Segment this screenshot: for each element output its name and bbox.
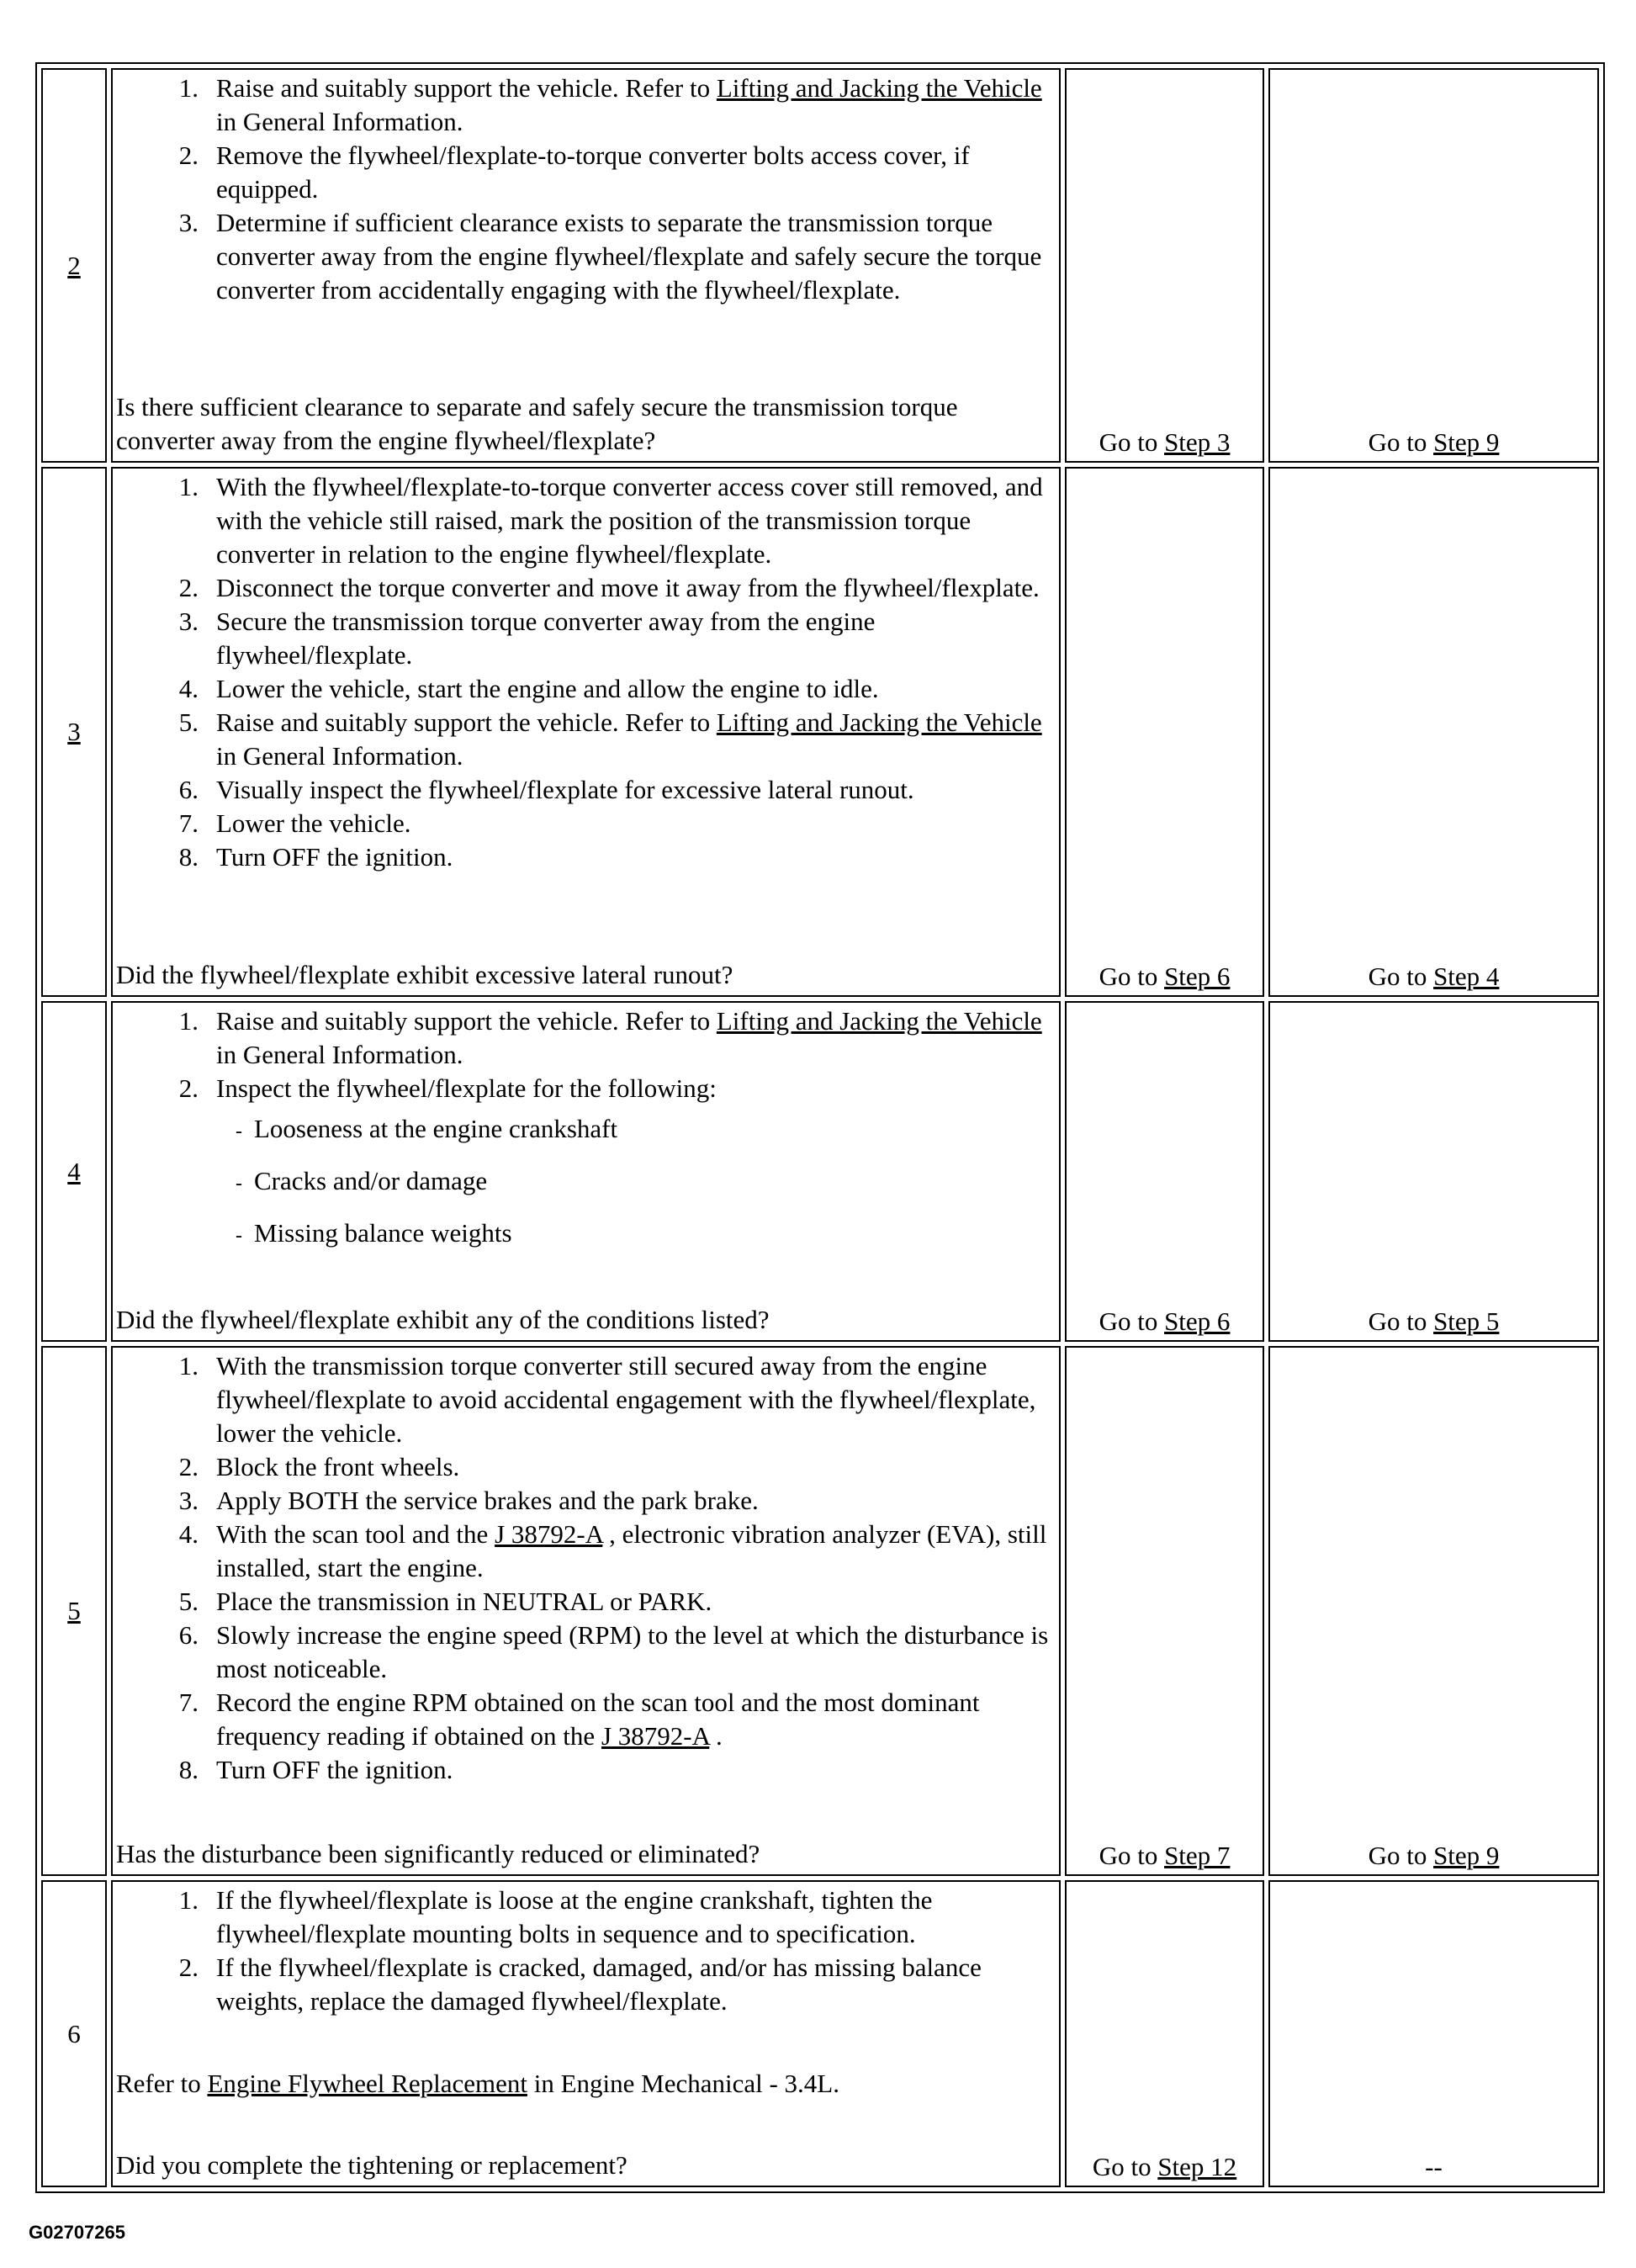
list-item: 4. Lower the vehicle, start the engine and allow the engine to idle.	[178, 674, 879, 703]
lifting-jacking-link[interactable]: Lifting and Jacking the Vehicle	[716, 73, 1042, 103]
list-item: 3. Determine if sufficient clearance exists to separate the transmission torque converter away from the engine flywheel/flexplate and safely secure the torque converter from accidentally engaging with the flywheel/flexplate.	[178, 208, 1042, 305]
action-cell	[111, 1001, 1061, 1342]
diagnostic-table	[35, 62, 1605, 2193]
action-list	[116, 72, 1056, 307]
list-item: - Looseness at the engine crankshaft	[236, 1114, 618, 1143]
table-row	[41, 68, 1599, 463]
step-cell	[41, 1880, 107, 2187]
list-item: 2. Disconnect the torque converter and move it away from the flywheel/flexplate.	[178, 573, 1040, 602]
list-item: 3. Apply BOTH the service brakes and the park brake.	[178, 1486, 759, 1515]
list-item: 2. Block the front wheels.	[178, 1452, 460, 1481]
yes-cell: Go to Step 7	[1065, 1346, 1264, 1876]
no-step-link[interactable]: Step 4	[1433, 962, 1500, 991]
condition-list	[116, 1112, 1056, 1253]
list-item: - Missing balance weights	[236, 1218, 512, 1248]
list-item: 5. Place the transmission in NEUTRAL or PARK.	[178, 1587, 712, 1616]
action-cell	[111, 1346, 1061, 1876]
tool-j38792a-link[interactable]: J 38792-A	[495, 1519, 603, 1549]
list-item: 5. Raise and suitably support the vehicle. Refer to Lifting and Jacking the Vehicle in General Information.	[178, 707, 1042, 771]
step-cell	[41, 1346, 107, 1876]
table-row	[41, 467, 1599, 997]
tool-j38792a-link[interactable]: J 38792-A	[601, 1721, 710, 1751]
engine-flywheel-replacement-link[interactable]: Engine Flywheel Replacement	[207, 2068, 527, 2098]
action-cell	[111, 1880, 1061, 2187]
action-list	[116, 1884, 1056, 2018]
list-item: 6. Slowly increase the engine speed (RPM) to the level at which the disturbance is most noticeable.	[178, 1620, 1049, 1683]
list-item: 1. Raise and suitably support the vehicle. Refer to Lifting and Jacking the Vehicle in General Information.	[178, 73, 1042, 136]
step-number-link[interactable]: 5	[67, 1596, 81, 1625]
no-cell: Go to Step 5	[1268, 1001, 1599, 1342]
no-cell: Go to Step 4	[1268, 467, 1599, 997]
action-cell	[111, 467, 1061, 997]
no-result-text: --	[1425, 2152, 1443, 2181]
list-item: 4. With the scan tool and the J 38792-A , electronic vibration analyzer (EVA), still installed, start the engine.	[178, 1519, 1047, 1582]
list-item: 8. Turn OFF the ignition.	[178, 1755, 453, 1784]
figure-code: G02707265	[29, 2222, 125, 2243]
question-text: Did the flywheel/flexplate exhibit any of the conditions listed?	[116, 1305, 770, 1334]
yes-cell: Go to Step 6	[1065, 1001, 1264, 1342]
no-cell: Go to Step 9	[1268, 1346, 1599, 1876]
table-row	[41, 1001, 1599, 1342]
list-item: 1. Raise and suitably support the vehicle. Refer to Lifting and Jacking the Vehicle in General Information.	[178, 1006, 1042, 1069]
yes-step-link[interactable]: Step 6	[1164, 962, 1231, 991]
list-item: 7. Lower the vehicle.	[178, 808, 411, 838]
list-item: 8. Turn OFF the ignition.	[178, 842, 453, 872]
list-item: 3. Secure the transmission torque converter away from the engine flywheel/flexplate.	[178, 607, 876, 670]
list-item: 7. Record the engine RPM obtained on the scan tool and the most dominant frequency reading if obtained on the J 38792-A .	[178, 1688, 980, 1751]
step-number-link[interactable]: 3	[67, 717, 81, 746]
question-text: Has the disturbance been significantly reduced or eliminated?	[116, 1839, 760, 1868]
step-number: 6	[67, 2018, 81, 2048]
list-item: 2. If the flywheel/flexplate is cracked, damaged, and/or has missing balance weights, replace the damaged flywheel/flexplate.	[178, 1953, 982, 2016]
action-list	[116, 470, 1056, 874]
list-item: 1. If the flywheel/flexplate is loose at the engine crankshaft, tighten the flywheel/flexplate mounting bolts in sequence and to specification.	[178, 1885, 933, 1948]
list-item: 1. With the flywheel/flexplate-to-torque converter access cover still removed, and with the vehicle still raised, mark the position of the transmission torque converter in relation to the engine flywheel/flexplate.	[178, 472, 1043, 569]
step-cell	[41, 68, 107, 463]
table-row	[41, 1346, 1599, 1876]
list-item: 2. Inspect the flywheel/flexplate for the following:	[178, 1073, 717, 1103]
step-cell	[41, 1001, 107, 1342]
action-list	[116, 1004, 1056, 1105]
question-text: Did you complete the tightening or replacement?	[116, 2150, 627, 2180]
no-step-link[interactable]: Step 5	[1433, 1306, 1500, 1336]
table-row	[41, 1880, 1599, 2187]
no-step-link[interactable]: Step 9	[1433, 1841, 1500, 1870]
yes-cell: Go to Step 12	[1065, 1880, 1264, 2187]
lifting-jacking-link[interactable]: Lifting and Jacking the Vehicle	[716, 1006, 1042, 1036]
question-text: Did the flywheel/flexplate exhibit excessive lateral runout?	[116, 960, 733, 989]
action-cell	[111, 68, 1061, 463]
yes-cell: Go to Step 6	[1065, 467, 1264, 997]
yes-cell: Go to Step 3	[1065, 68, 1264, 463]
list-item: 6. Visually inspect the flywheel/flexplate for excessive lateral runout.	[178, 775, 914, 804]
no-cell	[1268, 1880, 1599, 2187]
yes-step-link[interactable]: Step 6	[1164, 1306, 1231, 1336]
list-item: - Cracks and/or damage	[236, 1166, 488, 1195]
yes-step-link[interactable]: Step 12	[1157, 2152, 1237, 2181]
step-number-link[interactable]: 4	[67, 1156, 81, 1186]
list-item: 1. With the transmission torque converter still secured away from the engine flywheel/flexplate to avoid accidental engagement with the flywheel/flexplate, lower the vehicle.	[178, 1351, 1036, 1448]
no-cell: Go to Step 9	[1268, 68, 1599, 463]
lifting-jacking-link[interactable]: Lifting and Jacking the Vehicle	[716, 707, 1042, 737]
question-text: Is there sufficient clearance to separate and safely secure the transmission torque converter away from the engine flywheel/flexplate?	[116, 392, 958, 455]
list-item: 2. Remove the flywheel/flexplate-to-torque converter bolts access cover, if equipped.	[178, 140, 970, 204]
yes-step-link[interactable]: Step 7	[1164, 1841, 1231, 1870]
step-number-link[interactable]: 2	[67, 250, 81, 280]
action-list	[116, 1349, 1056, 1787]
yes-step-link[interactable]: Step 3	[1164, 427, 1231, 457]
step-cell	[41, 467, 107, 997]
reference-text: Refer to Engine Flywheel Replacement in Engine Mechanical - 3.4L.	[116, 2068, 839, 2098]
no-step-link[interactable]: Step 9	[1433, 427, 1500, 457]
